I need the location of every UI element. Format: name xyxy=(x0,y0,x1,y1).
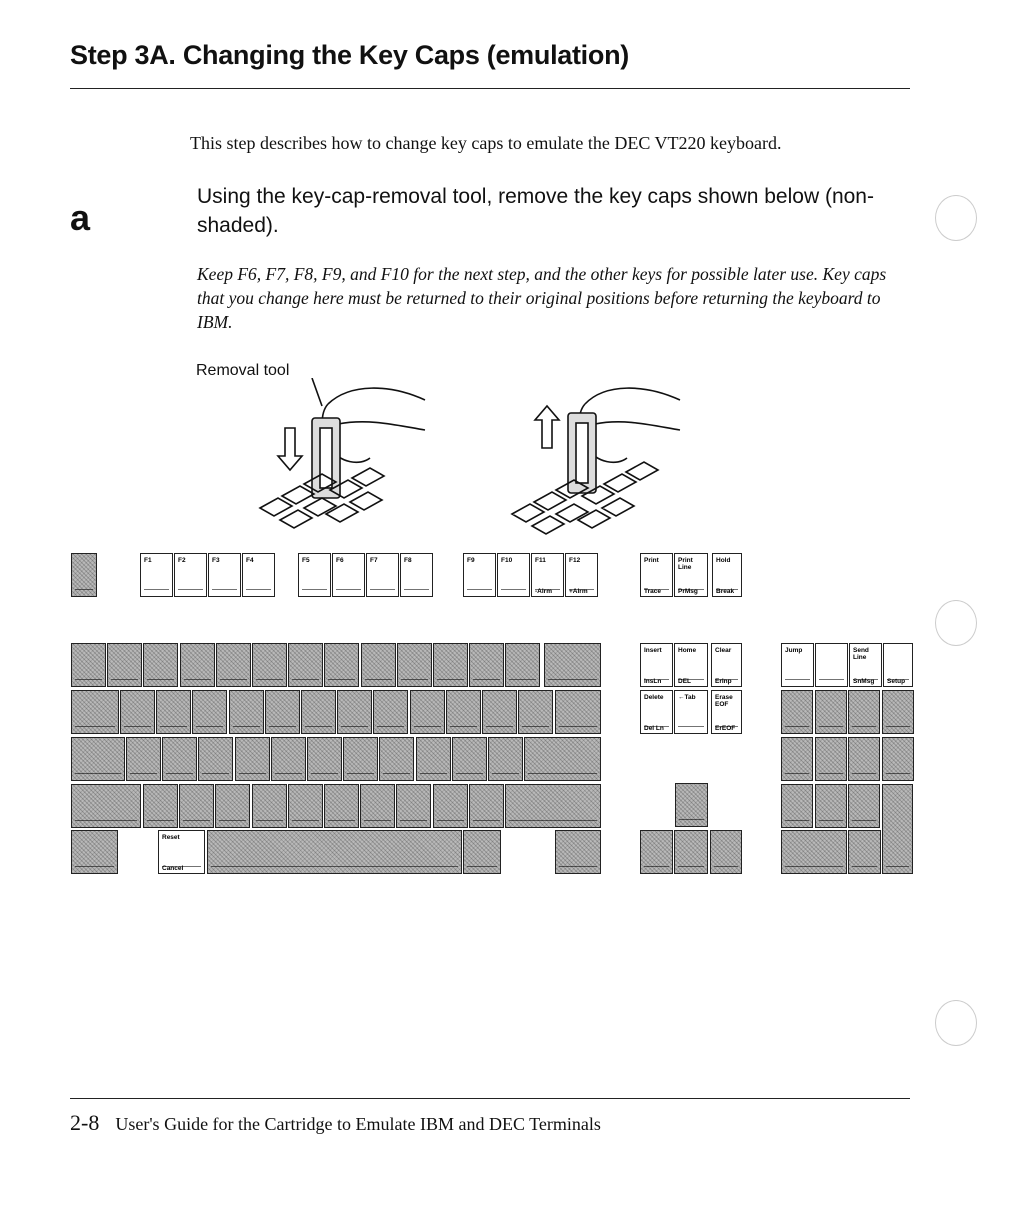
step-letter: a xyxy=(70,197,91,238)
page-footer xyxy=(70,1110,601,1136)
shaded-key xyxy=(848,784,880,828)
shaded-key xyxy=(433,784,468,828)
key-f4 xyxy=(242,553,275,597)
instruction-text: Using the key-cap-removal tool, remove the key caps shown below (non-shaded). xyxy=(197,185,874,237)
key-label: ErEOF xyxy=(715,725,736,732)
shaded-key xyxy=(265,690,300,734)
key-label: SnMsg xyxy=(853,678,875,685)
shaded-key xyxy=(469,643,504,687)
shaded-key xyxy=(179,784,214,828)
key-label: F9 xyxy=(467,557,475,564)
shaded-key xyxy=(815,690,847,734)
removal-tool-label: Removal tool xyxy=(196,362,290,379)
key-f7 xyxy=(366,553,399,597)
key-insert xyxy=(640,643,673,687)
key-f1 xyxy=(140,553,173,597)
shaded-key xyxy=(469,784,504,828)
shaded-key xyxy=(433,643,468,687)
key-label: DEL xyxy=(678,678,691,685)
shaded-key xyxy=(71,830,118,874)
key-label: Jump xyxy=(785,647,803,654)
shaded-key xyxy=(252,784,287,828)
shaded-key xyxy=(107,643,142,687)
shaded-key xyxy=(848,737,880,781)
shaded-key xyxy=(463,830,501,874)
keypad-enter-key xyxy=(882,784,913,874)
key-clear xyxy=(711,643,742,687)
key-label: Print xyxy=(644,557,659,564)
key-f2 xyxy=(174,553,207,597)
key-removal-illustration xyxy=(250,378,710,538)
scan-mark xyxy=(935,195,977,241)
key-label: Break xyxy=(716,588,735,595)
footer-title: User's Guide for the Cartridge to Emulate IBM and DEC Terminals xyxy=(115,1114,601,1134)
key-label: +Alrm xyxy=(569,588,588,595)
key-f5 xyxy=(298,553,331,597)
shaded-key xyxy=(781,784,813,828)
key-label: F7 xyxy=(370,557,378,564)
key-send-line xyxy=(849,643,882,687)
key-label: Insert xyxy=(644,647,662,654)
shaded-key xyxy=(120,690,155,734)
shaded-key xyxy=(452,737,487,781)
shaded-key xyxy=(379,737,414,781)
footer-rule xyxy=(70,1098,910,1099)
shaded-key xyxy=(781,737,813,781)
shaded-key xyxy=(781,690,813,734)
shaded-key xyxy=(815,784,847,828)
key-f11 xyxy=(531,553,564,597)
shaded-key xyxy=(143,643,178,687)
key-label: Erase EOF xyxy=(715,694,733,708)
shaded-key xyxy=(343,737,378,781)
key-label: F3 xyxy=(212,557,220,564)
shaded-key xyxy=(505,643,540,687)
key-label: F11 xyxy=(535,557,546,564)
scan-mark xyxy=(935,600,977,646)
key-label: F10 xyxy=(501,557,513,564)
key-label: Trace xyxy=(644,588,661,595)
key-f9 xyxy=(463,553,496,597)
shift-right-key xyxy=(505,784,601,828)
key-label: -Alrm xyxy=(535,588,552,595)
shaded-key xyxy=(215,784,250,828)
shaded-key xyxy=(71,643,106,687)
key-label: F1 xyxy=(144,557,152,564)
shaded-key xyxy=(301,690,336,734)
down-arrow-key xyxy=(674,830,708,874)
shaded-key xyxy=(518,690,553,734)
backspace-key xyxy=(544,643,601,687)
key-label: ErInp xyxy=(715,678,732,685)
key-f12 xyxy=(565,553,598,597)
key-f10 xyxy=(497,553,530,597)
shaded-key xyxy=(488,737,523,781)
key-label: Setup xyxy=(887,678,906,685)
shaded-key xyxy=(337,690,372,734)
shaded-key xyxy=(848,830,881,874)
up-arrow-key xyxy=(675,783,708,827)
page-number: 2-8 xyxy=(70,1110,100,1135)
shaded-key xyxy=(848,690,880,734)
shaded-key xyxy=(271,737,306,781)
title-rule xyxy=(70,88,910,89)
enter-key xyxy=(555,690,601,734)
shift-left-key xyxy=(71,784,141,828)
keypad-zero-key xyxy=(781,830,847,874)
shaded-key xyxy=(361,643,396,687)
shaded-key xyxy=(882,690,914,734)
shaded-key xyxy=(555,830,601,874)
key-label: F4 xyxy=(246,557,254,564)
shaded-key xyxy=(126,737,161,781)
note-text: Keep F6, F7, F8, F9, and F10 for the next step, and the other keys for possible later use. Key caps that you change here must be returned to their original positions before returning the keyboard to IBM. xyxy=(197,264,887,332)
shaded-key xyxy=(416,737,451,781)
key-f3 xyxy=(208,553,241,597)
right-arrow-key xyxy=(710,830,742,874)
key-f8 xyxy=(400,553,433,597)
shaded-key xyxy=(229,690,264,734)
shaded-key xyxy=(216,643,251,687)
tab-key xyxy=(71,690,119,734)
key-label: Delete xyxy=(644,694,664,701)
key-reset xyxy=(158,830,205,874)
key-setup xyxy=(883,643,913,687)
key-label: Del Ln xyxy=(644,725,664,732)
key-label: F8 xyxy=(404,557,412,564)
shaded-key xyxy=(815,737,847,781)
key-label: Cancel xyxy=(162,865,184,872)
shaded-key xyxy=(252,643,287,687)
shaded-key xyxy=(288,784,323,828)
key-label: F6 xyxy=(336,557,344,564)
shaded-key xyxy=(396,784,431,828)
key-label: Home xyxy=(678,647,697,654)
shaded-key xyxy=(446,690,481,734)
shaded-key xyxy=(360,784,395,828)
page-title: Step 3A. Changing the Key Caps (emulation) xyxy=(70,40,629,70)
key-print xyxy=(640,553,673,597)
shaded-key xyxy=(156,690,191,734)
esc-key xyxy=(71,553,97,597)
spacebar-key xyxy=(207,830,462,874)
shaded-key xyxy=(143,784,178,828)
shaded-key xyxy=(397,643,432,687)
shaded-key xyxy=(882,737,914,781)
key-jump xyxy=(781,643,814,687)
key-label: Send Line xyxy=(853,647,869,661)
key-label: Clear xyxy=(715,647,732,654)
shaded-key xyxy=(162,737,197,781)
shaded-key xyxy=(324,784,359,828)
shaded-key xyxy=(324,643,359,687)
key-label: Hold xyxy=(716,557,731,564)
intro-text: This step describes how to change key caps to emulate the DEC VT220 keyboard. xyxy=(190,133,782,153)
key-label: ←Tab xyxy=(678,694,696,701)
key-erase-eof xyxy=(711,690,742,734)
shaded-key xyxy=(307,737,342,781)
shaded-key xyxy=(235,737,270,781)
shaded-key xyxy=(410,690,445,734)
key-hold xyxy=(712,553,742,597)
key-label: F5 xyxy=(302,557,310,564)
key-label: F2 xyxy=(178,557,186,564)
key-label: Print Line xyxy=(678,557,693,571)
caps-key xyxy=(71,737,125,781)
shaded-key xyxy=(482,690,517,734)
key-label: PrMsg xyxy=(678,588,698,595)
shaded-key xyxy=(524,737,601,781)
left-arrow-key xyxy=(640,830,673,874)
key-home xyxy=(674,643,708,687)
key-label: F12 xyxy=(569,557,581,564)
key-label: InsLn xyxy=(644,678,662,685)
shaded-key xyxy=(198,737,233,781)
shaded-key xyxy=(180,643,215,687)
key-back-tab xyxy=(674,690,708,734)
shaded-key xyxy=(288,643,323,687)
shaded-key xyxy=(192,690,227,734)
key-f6 xyxy=(332,553,365,597)
shaded-key xyxy=(373,690,408,734)
scan-mark xyxy=(935,1000,977,1046)
key-blank xyxy=(815,643,848,687)
key-delete xyxy=(640,690,673,734)
key-label: Reset xyxy=(162,834,180,841)
key-print-line xyxy=(674,553,708,597)
